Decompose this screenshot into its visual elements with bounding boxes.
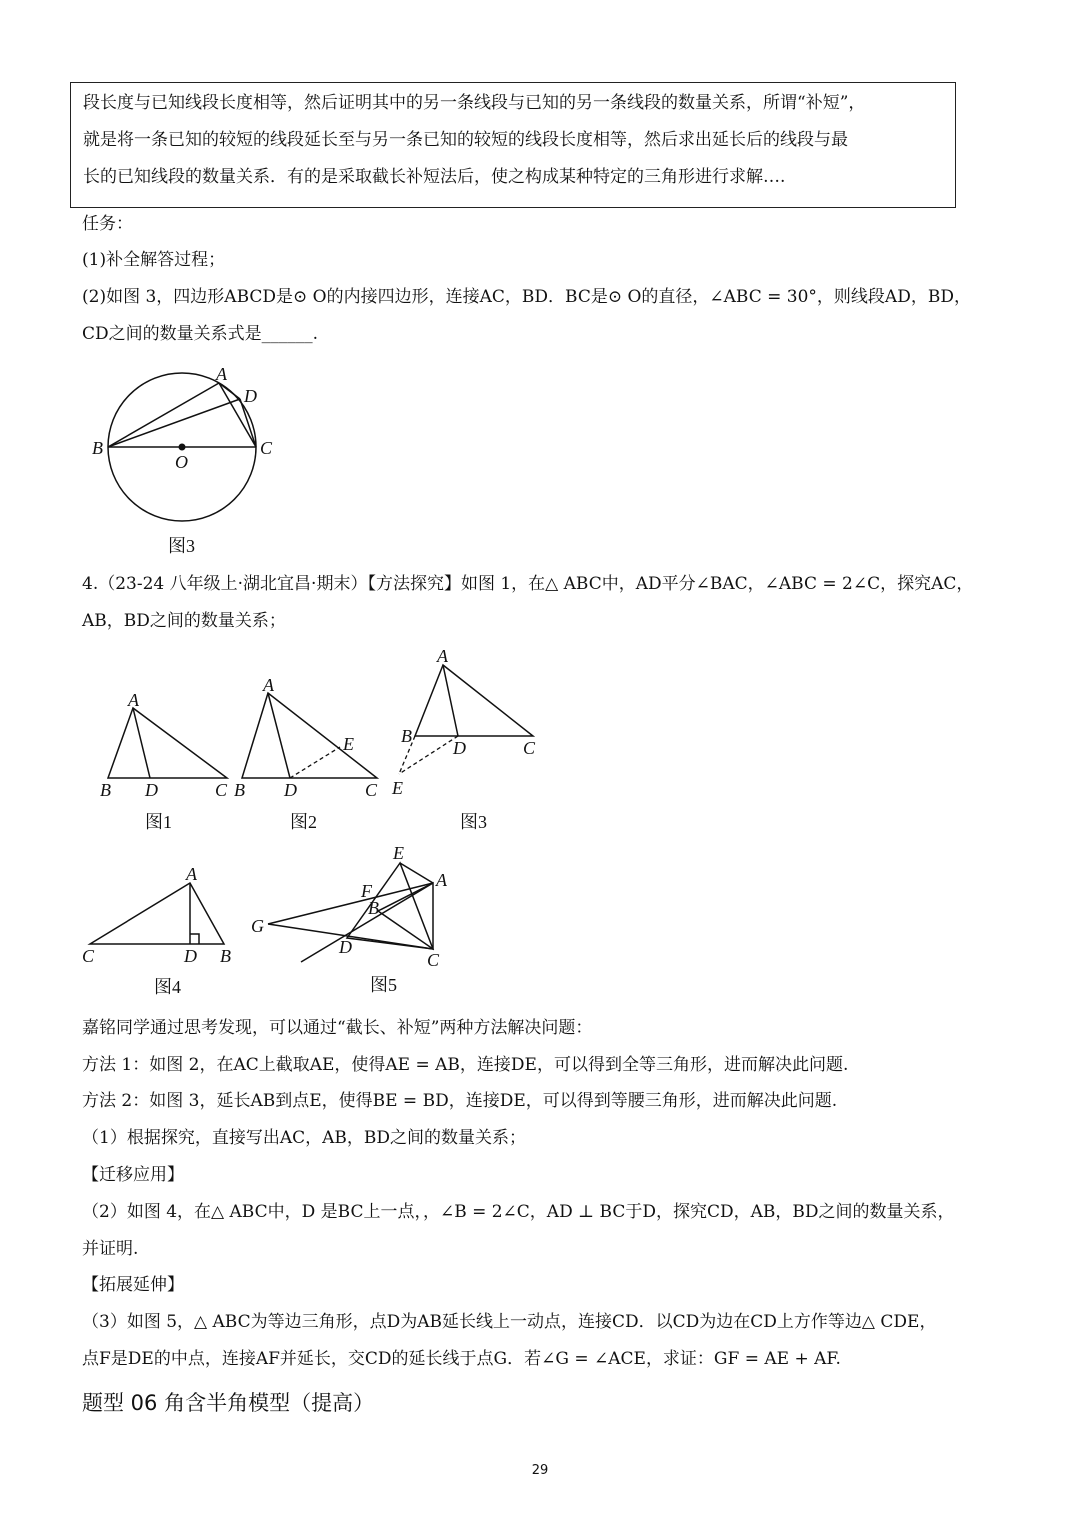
label-c: C <box>260 438 273 458</box>
fig2-label-b: B <box>234 780 245 800</box>
fig5-label-d: D <box>339 937 352 957</box>
fig3-label-a: A <box>437 646 448 666</box>
fig5-label-e: E <box>393 843 404 863</box>
fig5-label-c: C <box>427 950 440 970</box>
fig1-label-d: D <box>145 780 158 800</box>
chord-ba <box>108 383 219 447</box>
task-label: 任务： <box>82 214 133 234</box>
fig1-label-b: B <box>100 780 111 800</box>
label-b: B <box>92 438 103 458</box>
label-a: A <box>216 364 227 384</box>
task-q2-line2: CD之间的数量关系式是______. <box>82 324 319 344</box>
chord-bd <box>108 399 240 447</box>
center-dot <box>179 444 186 451</box>
box-line: 就是将一条已知的较短的线段延长至与另一条已知的较短的线段长度相等，然后求出延长后的线段与最 <box>83 130 848 150</box>
fig1-label-c: C <box>215 780 228 800</box>
figures-row1 <box>90 640 550 840</box>
fig4-label-a: A <box>186 864 197 884</box>
fig3-triangle <box>415 665 533 736</box>
fig4-triangle <box>90 883 224 944</box>
fig5-label-g: G <box>251 916 264 936</box>
box-line: 长的已知线段的数量关系．有的是采取截长补短法后，使之构成某种特定的三角形进行求解…. <box>83 167 786 187</box>
fig2-label-d: D <box>284 780 297 800</box>
question3-line2: 点F是DE的中点，连接AF并延长，交CD的延长线于点G．若∠G = ∠ACE，求证：GF = AE + AF. <box>82 1349 841 1369</box>
fig5-equilateral-abc <box>378 883 433 949</box>
figure-caption: 图3 <box>168 536 195 556</box>
section-extend: 【拓展延伸】 <box>82 1275 184 1295</box>
circle-figure <box>90 362 290 562</box>
fig2-dash-de <box>290 747 340 778</box>
fig4-label-d: D <box>184 946 197 966</box>
fig4-right-angle <box>190 934 199 944</box>
fig1-triangle <box>108 708 227 778</box>
fig3-caption: 图3 <box>460 812 487 832</box>
problem4-line1: 4.（23-24 八年级上·湖北宜昌·期末）【方法探究】如图 1，在△ ABC中，AD平分∠BAC，∠ABC = 2∠C，探究AC， <box>82 574 974 594</box>
fig3-label-d: D <box>453 738 466 758</box>
figures-row2 <box>76 836 476 1006</box>
fig3-label-e: E <box>392 778 403 798</box>
task-q2-line1: (2)如图 3，四边形ABCD是⊙ O的内接四边形，连接AC，BD．BC是⊙ O的直径，∠ABC = 30°，则线段AD，BD， <box>82 287 971 307</box>
task-q1: (1)补全解答过程； <box>82 250 226 270</box>
fig3-label-c: C <box>523 738 536 758</box>
box-line: 段长度与已知线段长度相等，然后证明其中的另一条线段与已知的另一条线段的数量关系，所谓“补短”， <box>83 93 866 113</box>
fig5-label-b: B <box>368 898 379 918</box>
text-box <box>70 82 956 208</box>
question1-line: （1）根据探究，直接写出AC，AB，BD之间的数量关系； <box>82 1128 526 1148</box>
fig2-label-a: A <box>263 675 274 695</box>
section-heading: 题型 06 角含半角模型（提高） <box>82 1391 375 1415</box>
fig5-line-ae <box>400 863 433 883</box>
chord-ad <box>219 383 240 399</box>
fig2-caption: 图2 <box>290 812 317 832</box>
fig4-caption: 图4 <box>154 977 181 997</box>
fig2-label-c: C <box>365 780 378 800</box>
fig5-label-f: F <box>361 881 372 901</box>
fig2-bisector-ad <box>268 693 290 778</box>
fig4-label-b: B <box>220 946 231 966</box>
fig1-caption: 图1 <box>145 812 172 832</box>
fig3-label-b: B <box>401 726 412 746</box>
problem4-line2: AB，BD之间的数量关系； <box>82 611 286 631</box>
question3-line1: （3）如图 5，△ ABC为等边三角形，点D为AB延长线上一动点，连接CD．以CD为边在CD上方作等边△ CDE， <box>82 1312 937 1332</box>
method2-line: 方法 2：如图 3，延长AB到点E，使得BE = BD，连接DE，可以得到等腰三角形，进而解决此问题. <box>82 1091 838 1111</box>
question2-line1: （2）如图 4，在△ ABC中，D 是BC上一点，，∠B = 2∠C，AD ⊥ BC于D，探究CD，AB，BD之间的数量关系， <box>82 1202 955 1222</box>
fig5-caption: 图5 <box>370 975 397 995</box>
page-number: 29 <box>531 1463 549 1478</box>
label-o: O <box>175 452 188 472</box>
fig4-label-c: C <box>82 946 95 966</box>
fig1-label-a: A <box>128 690 139 710</box>
body-line: 嘉铭同学通过思考发现，可以通过“截长、补短”两种方法解决问题： <box>82 1018 593 1038</box>
fig2-label-e: E <box>343 734 354 754</box>
section-transfer: 【迁移应用】 <box>82 1165 184 1185</box>
label-d: D <box>244 386 257 406</box>
fig5-line-ga <box>268 883 433 924</box>
question2-line2: 并证明. <box>82 1239 139 1259</box>
fig5-label-a: A <box>436 870 447 890</box>
method1-line: 方法 1：如图 2，在AC上截取AE，使得AE = AB，连接DE，可以得到全等三角形，进而解决此问题. <box>82 1055 849 1075</box>
